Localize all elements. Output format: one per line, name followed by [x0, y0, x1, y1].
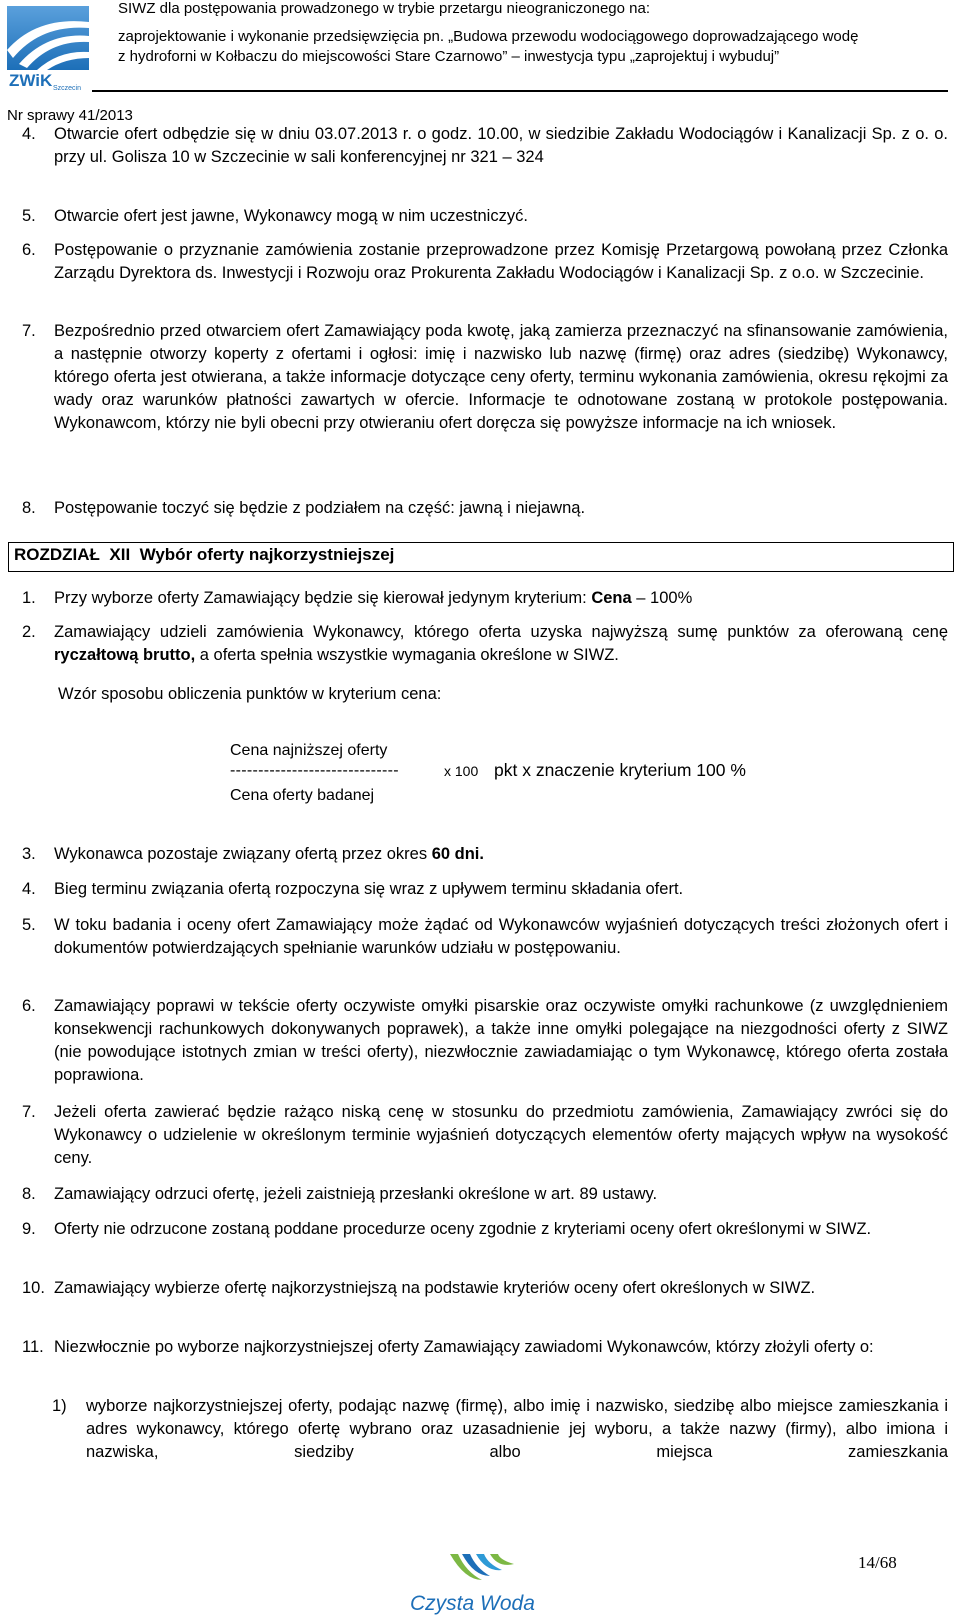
item-text: Przy wyborze oferty Zamawiający będzie się kierował jedynym kryterium: Cena – 100% [54, 589, 693, 607]
formula-denominator: Cena oferty badanej [230, 787, 375, 804]
item-text: W toku badania i oceny ofert Zamawiający może żądać od Wykonawców wyjaśnień dotyczących treści złożonych ofert i dokumentów potwierdzających spełnianie warunków udziału w postępowaniu. [54, 916, 948, 957]
formula-multiplier: x 100 [444, 763, 479, 779]
item-number: 9. [22, 1220, 36, 1238]
item-text: Oferty nie odrzucone zostaną poddane procedurze oceny zgodnie z kryteriami oceny ofert określonymi w SIWZ. [54, 1220, 872, 1238]
list-item [22, 1183, 948, 1206]
formula-intro: Wzór sposobu obliczenia punktów w kryterium cena: [58, 685, 442, 703]
item-number: 5. [22, 207, 36, 225]
list-item [22, 1101, 948, 1170]
list-item [22, 587, 948, 610]
header-line-1: SIWZ dla postępowania prowadzonego w trybie przetargu nieograniczonego na: [118, 0, 650, 17]
list-item [22, 878, 948, 901]
list-item [22, 205, 948, 228]
list-item [22, 995, 948, 1087]
item-text: Zamawiający udzieli zamówienia Wykonawcy, którego oferta uzyska najwyższą sumę punktów za oferowaną cenę ryczałtową brutto, a oferta spełnia wszystkie wymagania określone w SIWZ. [54, 623, 948, 664]
case-number: Nr sprawy 41/2013 [7, 107, 133, 124]
page-number: 14/68 [858, 1553, 897, 1572]
item-text: Zamawiający poprawi w tekście oferty oczywiste omyłki pisarskie oraz oczywiste omyłki rachunkowe (z uwzględnieniem konsekwencji rachunkowych dokonywanych poprawek), a także inne omyłki polegające na niezgodności oferty z SIWZ (nie powodujące istotnych zmian w treści oferty), niezwłocznie zawiadamiając o tym Wykonawcę, którego oferta została poprawiona. [54, 997, 948, 1084]
item-text: Niezwłocznie po wyborze najkorzystniejszej oferty Zamawiający zawiadomi Wykonawców, którzy złożyli oferty o: [54, 1338, 874, 1356]
section-title: ROZDZIAŁ XII Wybór oferty najkorzystniejszej [14, 545, 395, 564]
item-number: 4. [22, 880, 36, 898]
item-number: 6. [22, 997, 36, 1015]
item-text: Zamawiający wybierze ofertę najkorzystniejszą na podstawie kryteriów oceny ofert określonych w SIWZ. [54, 1279, 816, 1297]
footer-logo-text: Czysta Woda [410, 1592, 535, 1615]
list-item [22, 239, 948, 285]
price-type-bold: ryczałtową brutto, [54, 646, 196, 664]
item-number: 5. [22, 916, 36, 934]
item-number: 7. [22, 322, 36, 340]
item-number: 3. [22, 845, 36, 863]
formula-fraction-line: ------------------------------ [230, 762, 399, 779]
item-number: 8. [22, 1185, 36, 1203]
item-number: 2. [22, 623, 36, 641]
item-number: 10. [22, 1279, 45, 1297]
list-item [22, 497, 948, 520]
list-item [22, 621, 948, 667]
logo-text: ZWiK [9, 71, 53, 90]
sub-list-item [52, 1395, 948, 1464]
item-text: Wykonawca pozostaje związany ofertą przez okres 60 dni. [54, 845, 484, 863]
list-item [22, 1336, 948, 1359]
sub-item-text: wyborze najkorzystniejszej oferty, podając nazwę (firmę), albo imię i nazwisko, siedzibę albo miejsce zamieszkania i adres wykonawcy, którego ofertę wybrano oraz uzasadnienie jej wyboru, a także nazwy (firmy), albo imiona i nazwiska, siedziby albo miejsca zamieszkania [86, 1397, 948, 1461]
period-bold: 60 dni. [431, 845, 484, 863]
item-text: Jeżeli oferta zawierać będzie rażąco niską cenę w stosunku do przedmiotu zamówienia, Zamawiający zwróci się do Wykonawcy o udzielenie w określonym terminie wyjaśnień dotyczących elementów oferty mających wpływ na wysokość ceny. [54, 1103, 948, 1167]
item-text: Bieg terminu związania ofertą rozpoczyna się wraz z upływem terminu składania ofert. [54, 880, 684, 898]
item-number: 11. [22, 1338, 44, 1356]
item-text: Bezpośrednio przed otwarciem ofert Zamawiający poda kwotę, jaką zamierza przeznaczyć na sfinansowanie zamówienia, a następnie otworzy koperty z ofertami i ogłosi: imię i nazwisko lub nazwę (firmę) oraz adres (siedzibę) Wykonawcy, którego oferta jest otwierana, a także informacje dotyczące ceny oferty, terminu wykonania zamówienia, okresu rękojmi za wady oraz warunków płatności zawartych w ofercie. Informacje te odnotowane zostaną w protokole postępowania. Wykonawcom, którzy nie byli obecni przy otwieraniu ofert doręcza się powyższe informacje na ich wniosek. [54, 322, 948, 432]
list-item [22, 1277, 948, 1300]
item-number: 7. [22, 1103, 36, 1121]
list-item [22, 914, 948, 960]
czysta-woda-logo [410, 1536, 560, 1616]
item-text: Postępowanie toczyć się będzie z podziałem na część: jawną i niejawną. [54, 499, 586, 517]
list-item [22, 1218, 948, 1241]
item-text: Otwarcie ofert odbędzie się w dniu 03.07.2013 r. o godz. 10.00, w siedzibie Zakładu Wodociągów i Kanalizacji Sp. z o. o. przy ul. Golisza 10 w Szczecinie w sali konferencyjnej nr 321 – 324 [54, 125, 948, 166]
header-line-2: zaprojektowanie i wykonanie przedsięwzięcia pn. „Budowa przewodu wodociągowego doprowadzającego wodę [118, 28, 859, 45]
item-number: 6. [22, 241, 36, 259]
item-number: 4. [22, 125, 36, 143]
item-number: 1. [22, 589, 36, 607]
list-item [22, 843, 948, 866]
logo-subtext: Szczecin [53, 85, 82, 92]
list-item [22, 320, 948, 435]
list-item [22, 123, 948, 169]
header-line-3: z hydroforni w Kołbaczu do miejscowości Stare Czarnowo” – inwestycja typu „zaprojektuj i wybuduj” [118, 48, 780, 65]
item-text: Zamawiający odrzuci ofertę, jeżeli zaistnieją przesłanki określone w art. 89 ustawy. [54, 1185, 658, 1203]
item-number: 8. [22, 499, 36, 517]
formula-weight: pkt x znaczenie kryterium 100 % [494, 760, 746, 780]
formula-numerator: Cena najniższej oferty [230, 742, 388, 759]
criterion-bold: Cena [591, 589, 632, 607]
item-text: Postępowanie o przyznanie zamówienia zostanie przeprowadzone przez Komisję Przetargową powołaną przez Członka Zarządu Dyrektora ds. Inwestycji i Rozwoju oraz Prokurenta Zakładu Wodociągów i Kanalizacji Sp. z o.o. w Szczecinie. [54, 241, 948, 282]
header-rule [92, 90, 948, 92]
item-text: Otwarcie ofert jest jawne, Wykonawcy mogą w nim uczestniczyć. [54, 207, 528, 225]
zwik-logo [7, 6, 89, 92]
sub-item-number: 1) [52, 1397, 67, 1415]
